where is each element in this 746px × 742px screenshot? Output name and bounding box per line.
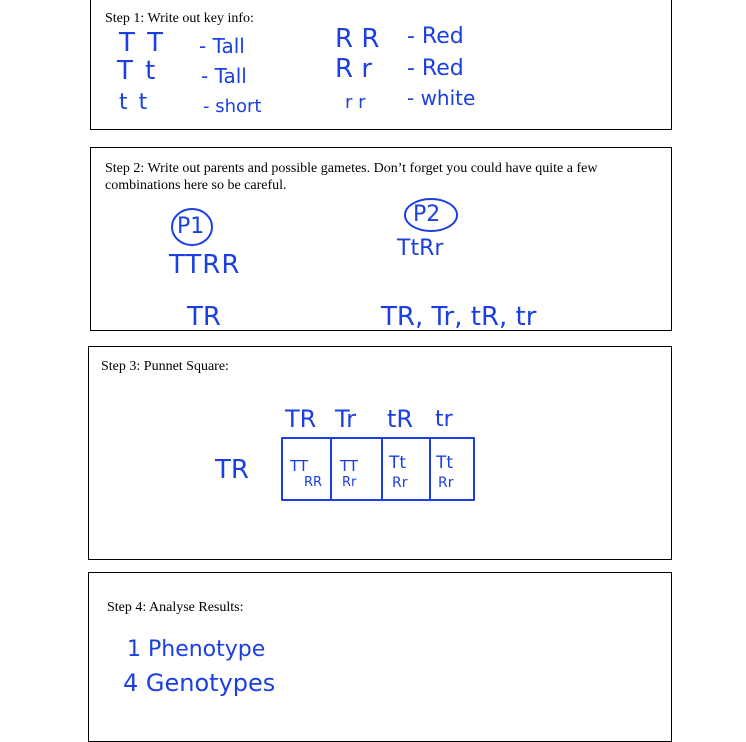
step2-box [90, 147, 672, 331]
p2-tag: P2 [413, 202, 441, 227]
step1-box [90, 0, 672, 130]
result-phenotype: 1 Phenotype [127, 637, 266, 662]
step3-box [88, 346, 672, 560]
punnett-cell-2-top: TT [340, 457, 359, 475]
height-genotype-3: t t [119, 90, 150, 115]
punnett-cell-2-bottom: Rr [342, 475, 357, 490]
punnett-grid [89, 347, 673, 561]
p2-gametes: TR, Tr, tR, tr [381, 302, 537, 332]
p1-tag: P1 [177, 214, 205, 239]
step4-box [88, 572, 672, 742]
height-phenotype-1: - Tall [199, 34, 245, 58]
color-genotype-2: R r [335, 54, 373, 84]
punnett-cell-3-bottom: Rr [392, 475, 408, 491]
punnett-row-header: TR [215, 455, 249, 485]
step3-label: Step 3: Punnet Square: [101, 359, 229, 374]
result-genotypes: 4 Genotypes [123, 669, 276, 697]
height-phenotype-3: - short [203, 96, 262, 117]
punnett-col-header-4: tr [435, 407, 453, 432]
punnett-cell-1-top: TT [290, 457, 309, 475]
height-genotype-2: T t [117, 56, 158, 86]
p2-genotype: TtRr [397, 236, 444, 261]
punnett-cell-1-bottom: RR [304, 475, 323, 490]
height-phenotype-2: - Tall [201, 64, 247, 88]
step1-label: Step 1: Write out key info: [105, 11, 254, 26]
punnett-col-header-1: TR [285, 405, 317, 433]
punnett-cell-3-top: Tt [389, 453, 407, 473]
color-phenotype-3: - white [407, 86, 476, 110]
color-phenotype-1: - Red [407, 24, 464, 49]
p1-gametes: TR [187, 302, 221, 332]
punnett-col-header-2: Tr [335, 405, 356, 433]
color-phenotype-2: - Red [407, 56, 464, 81]
color-genotype-3: r r [345, 92, 366, 113]
step2-label: Step 2: Write out parents and possible gametes. Don’t forget you could have quite a few combinations here so be careful. [105, 161, 598, 193]
punnett-col-header-3: tR [387, 405, 414, 433]
punnett-cell-4-top: Tt [436, 453, 454, 473]
height-genotype-1: T T [119, 28, 166, 58]
p1-genotype: TTRR [169, 250, 241, 280]
step4-label: Step 4: Analyse Results: [107, 600, 244, 615]
color-genotype-1: R R [335, 24, 380, 54]
punnett-cell-4-bottom: Rr [438, 475, 454, 491]
